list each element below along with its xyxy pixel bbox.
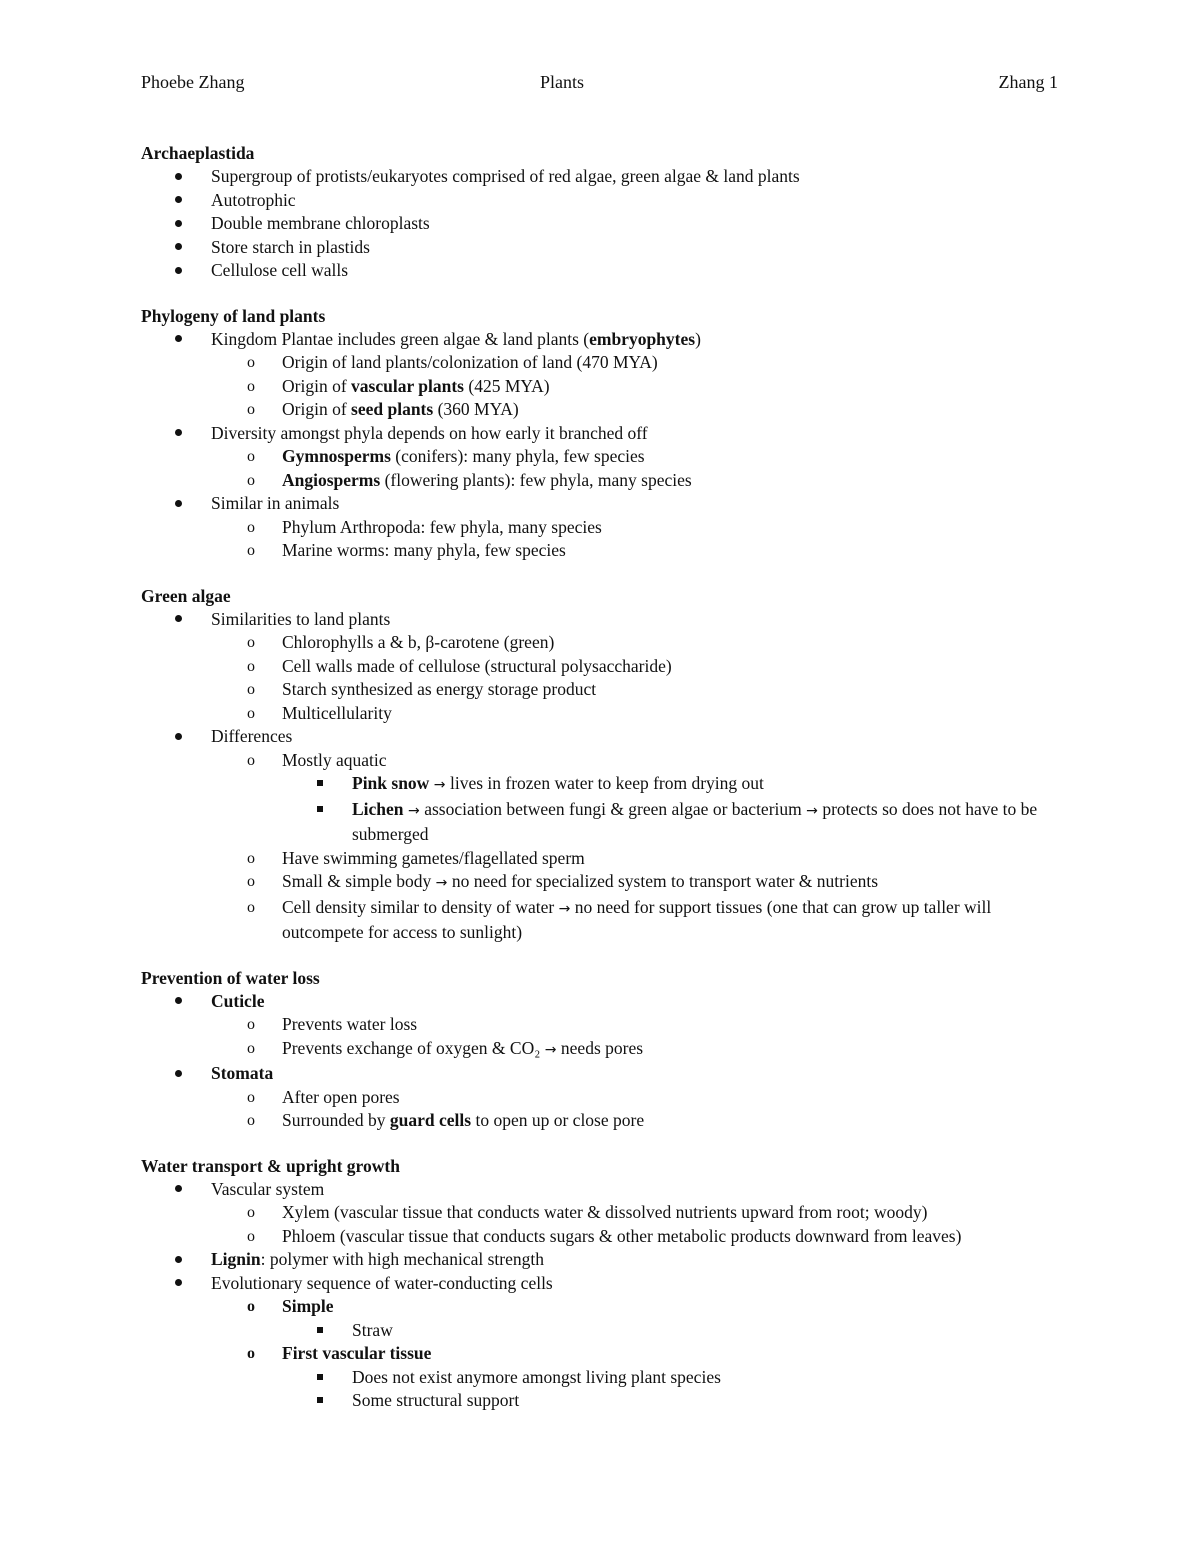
item-text: After open pores bbox=[282, 1086, 400, 1107]
bullet-circle-icon: o bbox=[247, 518, 255, 536]
item-text: Xylem (vascular tissue that conducts water & dissolved nutrients upward from root; woody) bbox=[282, 1202, 928, 1222]
item-text: Small & simple body bbox=[282, 871, 436, 891]
bold-term: Simple bbox=[282, 1296, 334, 1316]
bullet-dot-icon bbox=[175, 212, 182, 236]
section-heading: Prevention of water loss bbox=[141, 967, 320, 988]
item-text: Double membrane chloroplasts bbox=[211, 213, 430, 233]
arrow-icon: → bbox=[806, 802, 823, 819]
item-text: Origin of bbox=[282, 375, 352, 396]
list-item bbox=[141, 1013, 1061, 1037]
list-item bbox=[141, 1225, 1061, 1249]
arrow-icon: → bbox=[544, 1041, 561, 1058]
list-item bbox=[141, 1366, 1061, 1390]
bold-term: Lignin bbox=[211, 1249, 261, 1269]
item-text: Have swimming gametes/flagellated sperm bbox=[282, 847, 585, 868]
bullet-circle-icon: o bbox=[247, 448, 255, 465]
bullet-circle-icon: o bbox=[247, 681, 255, 698]
item-text: lives in frozen water to keep from drying out bbox=[449, 773, 764, 793]
bold-term: Gymnosperms bbox=[282, 446, 391, 466]
item-text: Evolutionary sequence of water-conducting cells bbox=[211, 1272, 553, 1293]
list-item bbox=[141, 990, 1061, 1014]
list-item bbox=[141, 1178, 1061, 1202]
list-item bbox=[141, 328, 1061, 352]
bullet-square-icon bbox=[317, 798, 323, 822]
section bbox=[141, 585, 1061, 945]
bullet-dot-icon bbox=[175, 1062, 182, 1086]
list-item bbox=[141, 1342, 1061, 1366]
bullet-dot-icon bbox=[175, 990, 182, 1014]
bullet-dot-icon bbox=[175, 422, 182, 446]
bullet-dot-icon bbox=[175, 1248, 182, 1272]
bullet-circle-icon: o bbox=[247, 1016, 255, 1033]
list-item bbox=[141, 165, 1061, 189]
bullet-square-icon bbox=[317, 1319, 323, 1343]
list-item bbox=[141, 1389, 1061, 1413]
item-text: Similar in animals bbox=[211, 493, 340, 513]
list-item bbox=[141, 539, 1061, 563]
item-text: Starch synthesized as energy storage product bbox=[282, 679, 597, 699]
list-item bbox=[141, 772, 1061, 798]
bullet-circle-icon: o bbox=[247, 1298, 255, 1315]
list-item bbox=[141, 236, 1061, 260]
bullet-circle-icon: o bbox=[247, 1345, 255, 1362]
list-item bbox=[141, 1248, 1061, 1272]
item-text: Mostly aquatic bbox=[282, 749, 387, 770]
list-item bbox=[141, 212, 1061, 236]
bullet-circle-icon: o bbox=[247, 1227, 255, 1245]
bullet-circle-icon: o bbox=[247, 1039, 255, 1057]
item-text: : polymer with high mechanical strength bbox=[260, 1249, 544, 1269]
list-item bbox=[141, 398, 1061, 422]
header-page-number: Zhang 1 bbox=[998, 72, 1058, 92]
section-heading: Water transport & upright growth bbox=[141, 1155, 400, 1176]
item-text: Autotrophic bbox=[211, 189, 296, 210]
item-text: Cellulose cell walls bbox=[211, 260, 349, 280]
bullet-circle-icon: o bbox=[247, 751, 255, 769]
list-item bbox=[141, 1109, 1061, 1133]
item-text: Vascular system bbox=[211, 1178, 325, 1199]
bullet-circle-icon: o bbox=[247, 401, 255, 418]
list-item bbox=[141, 445, 1061, 469]
item-text: Chlorophylls a & b, β-carotene (green) bbox=[282, 632, 555, 652]
list-item bbox=[141, 655, 1061, 679]
bold-term: embryophytes bbox=[589, 328, 696, 349]
list-item bbox=[141, 516, 1061, 540]
item-text: (conifers): many phyla, few species bbox=[390, 446, 645, 466]
list-item bbox=[141, 896, 1061, 945]
bold-term: Lichen bbox=[352, 798, 404, 819]
list-item bbox=[141, 725, 1061, 749]
item-text: Similarities to land plants bbox=[211, 608, 391, 629]
bullet-circle-icon: o bbox=[247, 1112, 255, 1129]
bold-term: guard cells bbox=[389, 1110, 472, 1130]
bold-term: Pink snow bbox=[352, 773, 430, 793]
list-item bbox=[141, 1201, 1061, 1225]
item-text: Origin of land plants/colonization of land (470 MYA) bbox=[282, 352, 658, 372]
bullet-circle-icon: o bbox=[247, 542, 255, 559]
arrow-icon: → bbox=[403, 802, 425, 819]
bullet-circle-icon: o bbox=[247, 1204, 255, 1221]
bold-term: Cuticle bbox=[211, 990, 265, 1011]
list-item bbox=[141, 1062, 1061, 1086]
item-text: Supergroup of protists/eukaryotes comprised of red algae, green algae & land plants bbox=[211, 166, 800, 186]
section bbox=[141, 1155, 1061, 1413]
list-item bbox=[141, 1319, 1061, 1343]
item-text: ) bbox=[695, 328, 701, 349]
bullet-circle-icon: o bbox=[247, 849, 255, 867]
header-title: Plants bbox=[540, 72, 585, 92]
bullet-circle-icon: o bbox=[247, 471, 255, 489]
arrow-icon: → bbox=[435, 875, 452, 891]
item-text: protects so does not have to be submerged bbox=[352, 798, 1038, 844]
list-item bbox=[141, 631, 1061, 655]
bold-term: vascular plants bbox=[351, 375, 464, 396]
item-text: Prevents exchange of oxygen & CO₂ bbox=[282, 1037, 545, 1058]
item-text: (flowering plants): few phyla, many species bbox=[380, 469, 692, 490]
bullet-circle-icon: o bbox=[247, 657, 255, 675]
bullet-dot-icon bbox=[175, 1272, 182, 1296]
list-item bbox=[141, 1272, 1061, 1296]
item-text: Kingdom Plantae includes green algae & land plants ( bbox=[211, 328, 590, 349]
bullet-dot-icon bbox=[175, 328, 182, 352]
item-text: Cell walls made of cellulose (structural polysaccharide) bbox=[282, 655, 672, 676]
list-item bbox=[141, 1086, 1061, 1110]
bold-term: Angiosperms bbox=[282, 469, 381, 490]
section-heading: Green algae bbox=[141, 585, 231, 606]
list-item bbox=[141, 469, 1061, 493]
bullet-circle-icon: o bbox=[247, 354, 255, 371]
bullet-dot-icon bbox=[175, 725, 182, 749]
arrow-icon: → bbox=[558, 900, 575, 917]
section bbox=[141, 305, 1061, 563]
list-item bbox=[141, 422, 1061, 446]
list-item bbox=[141, 798, 1061, 847]
section-heading: Phylogeny of land plants bbox=[141, 305, 326, 326]
section bbox=[141, 967, 1061, 1133]
bullet-dot-icon bbox=[175, 1178, 182, 1202]
document-body bbox=[141, 142, 1061, 1435]
bullet-circle-icon: o bbox=[247, 634, 255, 651]
bullet-circle-icon: o bbox=[247, 873, 255, 890]
bullet-dot-icon bbox=[175, 608, 182, 632]
item-text: (360 MYA) bbox=[433, 399, 519, 419]
list-item bbox=[141, 608, 1061, 632]
item-text: no need for support tissues (one that can grow up taller will outcompete for access to sunlight) bbox=[282, 896, 992, 942]
item-text: to open up or close pore bbox=[471, 1110, 645, 1130]
list-item bbox=[141, 351, 1061, 375]
item-text: Marine worms: many phyla, few species bbox=[282, 540, 566, 560]
bullet-dot-icon bbox=[175, 189, 182, 213]
list-item bbox=[141, 492, 1061, 516]
item-text: Multicellularity bbox=[282, 702, 392, 723]
item-text: needs pores bbox=[560, 1037, 644, 1058]
header-author: Phoebe Zhang bbox=[141, 72, 245, 92]
item-text: Prevents water loss bbox=[282, 1014, 418, 1034]
item-text: Some structural support bbox=[352, 1390, 520, 1410]
bullet-square-icon bbox=[317, 1389, 323, 1413]
arrow-icon: → bbox=[429, 777, 450, 793]
list-item bbox=[141, 870, 1061, 896]
bold-term: seed plants bbox=[351, 399, 434, 419]
list-item bbox=[141, 847, 1061, 871]
bullet-dot-icon bbox=[175, 165, 182, 189]
section-heading: Archaeplastida bbox=[141, 143, 255, 163]
item-text: (425 MYA) bbox=[464, 375, 550, 396]
bullet-circle-icon: o bbox=[247, 898, 255, 916]
item-text: association between fungi & green algae or bacterium bbox=[424, 798, 807, 819]
item-text: Straw bbox=[352, 1319, 393, 1340]
item-text: Phylum Arthropoda: few phyla, many species bbox=[282, 516, 602, 537]
list-item bbox=[141, 1037, 1061, 1063]
list-item bbox=[141, 749, 1061, 773]
bold-term: First vascular tissue bbox=[282, 1343, 432, 1363]
item-text: Surrounded by bbox=[282, 1110, 390, 1130]
list-item bbox=[141, 678, 1061, 702]
item-text: no need for specialized system to transport water & nutrients bbox=[451, 871, 879, 891]
item-text: Store starch in plastids bbox=[211, 236, 370, 257]
list-item bbox=[141, 1295, 1061, 1319]
bullet-circle-icon: o bbox=[247, 704, 255, 722]
item-text: Differences bbox=[211, 726, 293, 746]
bold-term: Stomata bbox=[211, 1063, 274, 1083]
item-text: Phloem (vascular tissue that conducts sugars & other metabolic products downward from leaves) bbox=[282, 1225, 962, 1246]
item-text: Diversity amongst phyla depends on how early it branched off bbox=[211, 422, 648, 443]
bullet-dot-icon bbox=[175, 492, 182, 516]
list-item bbox=[141, 259, 1061, 283]
bullet-square-icon bbox=[317, 1366, 323, 1390]
bullet-square-icon bbox=[317, 772, 323, 796]
bullet-dot-icon bbox=[175, 259, 182, 283]
item-text: Cell density similar to density of water bbox=[282, 896, 559, 917]
item-text: Does not exist anymore amongst living plant species bbox=[352, 1366, 721, 1387]
bullet-circle-icon: o bbox=[247, 377, 255, 395]
item-text: Origin of bbox=[282, 399, 352, 419]
bullet-dot-icon bbox=[175, 236, 182, 260]
list-item bbox=[141, 702, 1061, 726]
list-item bbox=[141, 189, 1061, 213]
section bbox=[141, 142, 1061, 283]
bullet-circle-icon: o bbox=[247, 1088, 255, 1106]
list-item bbox=[141, 375, 1061, 399]
